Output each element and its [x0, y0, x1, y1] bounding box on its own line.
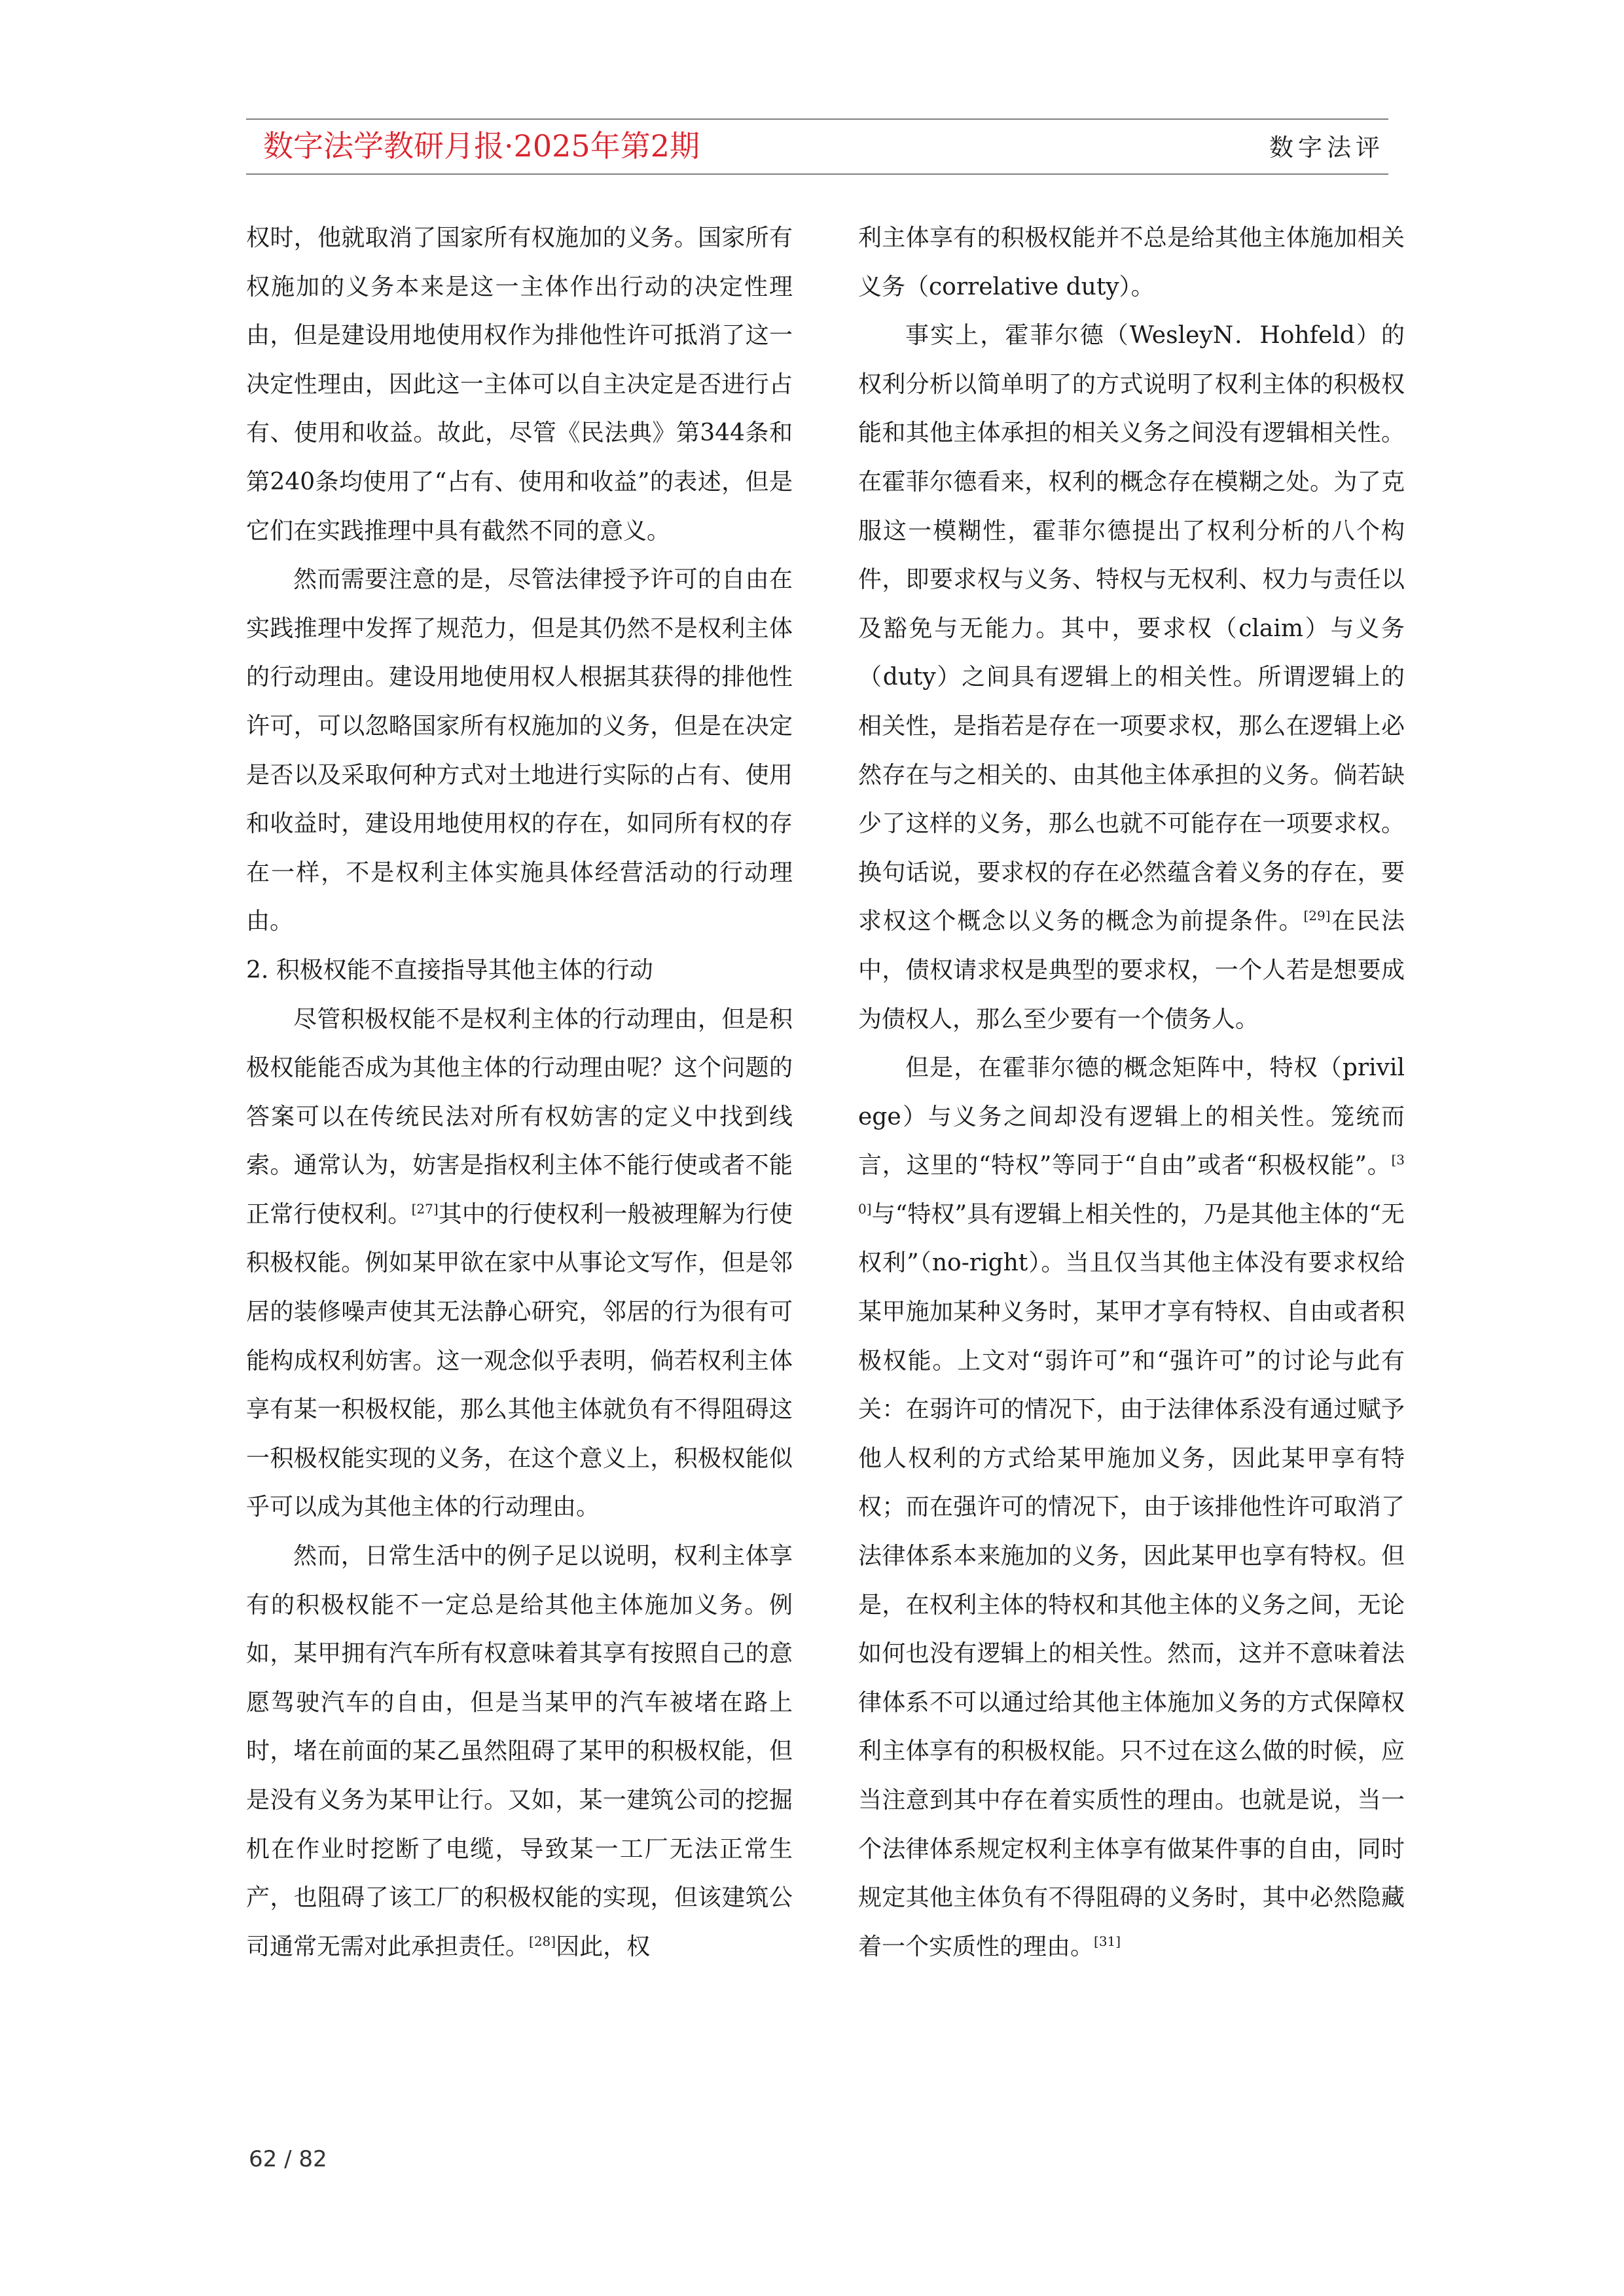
- paragraph-text: 在民法中，债权请求权是典型的要求权，一个人若是想要成为债权人，那么至少要有一个债务人。: [858, 908, 1405, 1033]
- paragraph-text: 尽管积极权能不是权利主体的行动理由，但是积极权能能否成为其他主体的行动理由呢？这个问题的答案可以在传统民法对所有权妨害的定义中找到线索。通常认为，妨害是指权利主体不能行使或者不能正常行使权利。: [246, 1005, 793, 1228]
- paragraph: [858, 1044, 1405, 1971]
- footnote-ref-31[interactable]: [31]: [1094, 1933, 1121, 1949]
- journal-title: 数字法学教研月报·2025年第2期: [263, 128, 700, 164]
- paragraph-text: 但是，在霍菲尔德的概念矩阵中，特权（privilege）与义务之间却没有逻辑上的相关性。笼统而言，这里的“特权”等同于“自由”或者“积极权能”。: [858, 1054, 1405, 1179]
- footnote-ref-28[interactable]: [28]: [529, 1933, 556, 1949]
- paragraph: 然而需要注意的是，尽管法律授予许可的自由在实践推理中发挥了规范力，但是其仍然不是权利主体的行动理由。建设用地使用权人根据其获得的排他性许可，可以忽略国家所有权施加的义务，但是在决定是否以及采取何种方式对土地进行实际的占有、使用和收益时，建设用地使用权的存在，如同所有权的存在一样，不是权利主体实施具体经营活动的行动理由。: [246, 566, 793, 935]
- paragraph-text: 与“特权”具有逻辑上相关性的，乃是其他主体的“无权利”（no-right）。当且仅当其他主体没有要求权给某甲施加某种义务时，某甲才享有特权、自由或者积极权能。上文对“弱许可”和“强许可”的讨论与此有关：在弱许可的情况下，由于法律体系没有通过赋予他人权利的方式给某甲施加义务，因此某甲享有特权；而在强许可的情况下，由于该排他性许可取消了法律体系本来施加的义务，因此某甲也享有特权。但是，在权利主体的特权和其他主体的义务之间，无论如何也没有逻辑上的相关性。然而，这并不意味着法律体系不可以通过给其他主体施加义务的方式保障权利主体享有的积极权能。只不过在这么做的时候，应当注意到其中存在着实质性的理由。也就是说，当一个法律体系规定权利主体享有做某件事的自由，同时规定其他主体负有不得阻碍的义务时，其中必然隐藏着一个实质性的理由。: [858, 1200, 1405, 1960]
- left-column: [246, 214, 793, 1971]
- footnote-ref-30[interactable]: [30]: [858, 1152, 1405, 1217]
- section-heading: 2. 积极权能不直接指导其他主体的行动: [246, 956, 653, 984]
- footnote-ref-29[interactable]: [29]: [1303, 908, 1331, 924]
- paragraph: [858, 312, 1405, 1044]
- paragraph-text: 然而，日常生活中的例子足以说明，权利主体享有的积极权能不一定总是给其他主体施加义务。例如，某甲拥有汽车所有权意味着其享有按照自己的意愿驾驶汽车的自由，但是当某甲的汽车被堵在路上时，堵在前面的某乙虽然阻碍了某甲的积极权能，但是没有义务为某甲让行。又如，某一建筑公司的挖掘机在作业时挖断了电缆，导致某一工厂无法正常生产，也阻碍了该工厂的积极权能的实现，但该建筑公司通常无需对此承担责任。: [246, 1543, 793, 1960]
- footnote-ref-27[interactable]: [27]: [411, 1200, 439, 1217]
- paragraph-continued: 权时，他就取消了国家所有权施加的义务。国家所有权施加的义务本来是这一主体作出行动的决定性理由，但是建设用地使用权作为排他性许可抵消了这一决定性理由，因此这一主体可以自主决定是否进行占有、使用和收益。故此，尽管《民法典》第344条和第240条均使用了“占有、使用和收益”的表述，但是它们在实践推理中具有截然不同的意义。: [246, 224, 793, 545]
- paragraph-continued: 利主体享有的积极权能并不总是给其他主体施加相关义务（correlative duty）。: [858, 224, 1405, 300]
- paragraph-text: 其中的行使权利一般被理解为行使积极权能。例如某甲欲在家中从事论文写作，但是邻居的装修噪声使其无法静心研究，邻居的行为很有可能构成权利妨害。这一观念似乎表明，倘若权利主体享有某一积极权能，那么其他主体就负有不得阻碍这一积极权能实现的义务，在这个意义上，积极权能似乎可以成为其他主体的行动理由。: [246, 1200, 793, 1521]
- header-top-rule: [246, 118, 1388, 120]
- right-column: [858, 214, 1405, 1971]
- paragraph-text: 因此，权: [556, 1933, 651, 1960]
- paragraph: [246, 1532, 793, 1971]
- page-number: 62 / 82: [249, 2146, 327, 2172]
- header-bottom-rule: [246, 173, 1388, 175]
- paragraph-text: 事实上，霍菲尔德（WesleyN．Hohfeld）的权利分析以简单明了的方式说明了权利主体的积极权能和其他主体承担的相关义务之间没有逻辑相关性。在霍菲尔德看来，权利的概念存在模糊之处。为了克服这一模糊性，霍菲尔德提出了权利分析的八个构件，即要求权与义务、特权与无权利、权力与责任以及豁免与无能力。其中，要求权（claim）与义务（duty）之间具有逻辑上的相关性。所谓逻辑上的相关性，是指若是存在一项要求权，那么在逻辑上必然存在与之相关的、由其他主体承担的义务。倘若缺少了这样的义务，那么也就不可能存在一项要求权。换句话说，要求权的存在必然蕴含着义务的存在，要求权这个概念以义务的概念为前提条件。: [858, 322, 1405, 935]
- paragraph: [246, 996, 793, 1533]
- journal-brand: 数字法评: [1269, 134, 1384, 162]
